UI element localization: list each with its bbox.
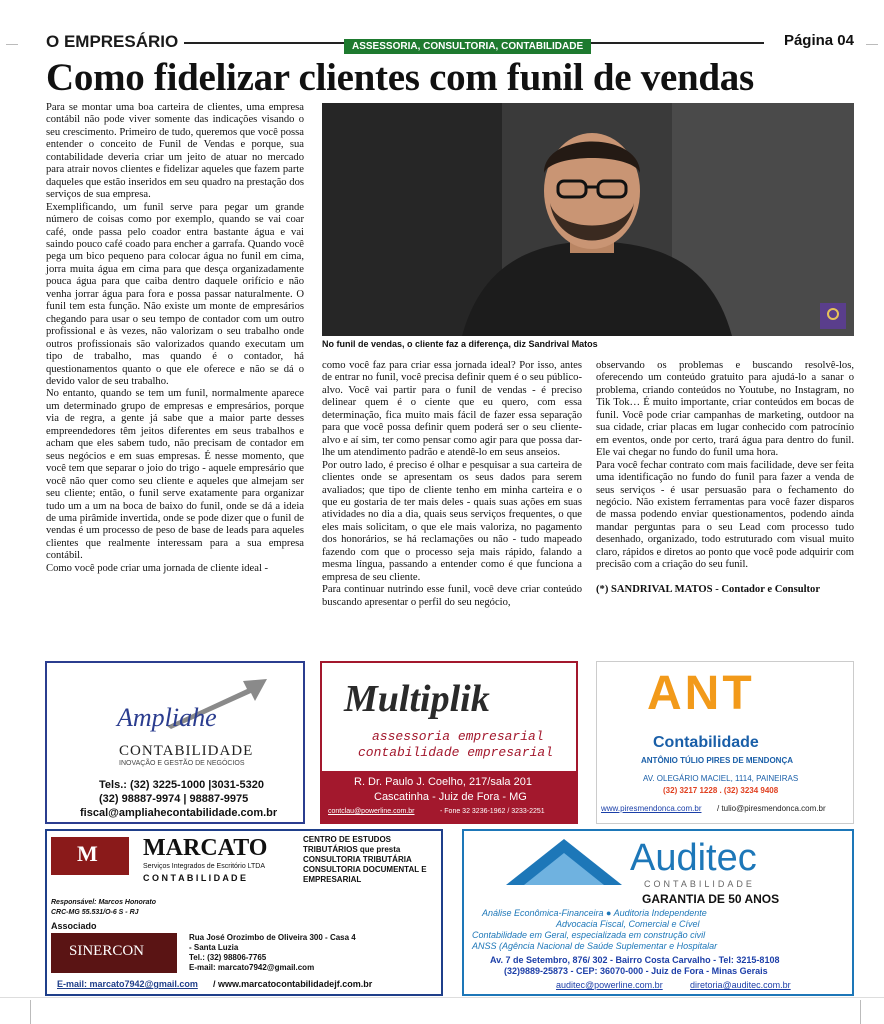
paragraph: Para continuar nutrindo esse funil, você deve criar conteúdo buscando apresentar o perfil do seu negócio, [322, 584, 582, 608]
ad-ant[interactable] [596, 661, 854, 824]
marcato-email[interactable]: E-mail: marcato7942@gmail.com [57, 979, 198, 989]
ampliahe-phone-1: Tels.: (32) 3225-1000 |3031-5320 [99, 779, 264, 791]
marcato-email-line: E-mail: marcato7942@gmail.com [189, 963, 315, 972]
paragraph: Para se montar uma boa carteira de clientes, uma empresa contábil não pode viver somente das indicações visando o seu crescimento. Primeiro de tudo, queremos que você possa entender o conceito de Funil de Vendas e porque, sua contabilidade deveria criar um jeito de atuar no mercado para atrair novos clientes e fidelizar aqueles que fazem parte daqueles que estão inseridos em seu quadro na prestação dos serviços de sua empresa. [46, 102, 304, 201]
crop-mark [6, 44, 18, 45]
paragraph: Por outro lado, é preciso é olhar e pesquisar a sua carteira de clientes onde se apresentam os seus dados para serem avaliados; que tipo de cliente tenho em minha carteira e o que eu gostaria de ter mais deles - quais suas ações em suas atividades no dia a dia, quais seus serviços frequentes, o que eles mais solicitam, o que ele mais valoriza, no pagamento dos honorários, se há reclamações ou não - tudo mapeado fazendo com que o processo seja mais rápido, falando a mesma língua, passando a entender como é que funciona a empresa de seu cliente. [322, 459, 582, 583]
crop-mark [0, 997, 884, 998]
ampliahe-sub: CONTABILIDADE [119, 743, 254, 759]
auditec-services-1: Análise Econômica-Financeira ● Auditoria Independente [482, 908, 707, 918]
author-signature: (*) SANDRIVAL MATOS - Contador e Consultor [596, 583, 821, 595]
ant-address: AV. OLEGÁRIO MACIEL, 1114, PAINEIRAS [643, 774, 799, 783]
section-tag: ASSESSORIA, CONSULTORIA, CONTABILIDADE [344, 39, 591, 54]
ampliahe-logo: Ampliahe [117, 703, 217, 732]
multiplik-address-2: Cascatinha - Juiz de Fora - MG [374, 791, 527, 803]
page-number: Página 04 [783, 32, 854, 49]
ad-marcato[interactable] [45, 829, 443, 996]
article-column-1 [46, 102, 304, 575]
auditec-email-1[interactable]: auditec@powerline.com.br [556, 980, 663, 990]
marcato-address-2: - Santa Luzia [189, 943, 239, 952]
crop-mark [860, 1000, 861, 1024]
multiplik-logo: Multiplik [344, 678, 490, 720]
multiplik-line-2: contabilidade empresarial [358, 745, 554, 760]
paragraph: observando os problemas e buscando resolvê-los, oferecendo um conteúdo gratuito para ajudá-lo a sanar o problema, criando conteúdos no Youtube, no Instagram, no Tik Tok… É muito importante, criar conteúdos em bocas de funil. Você pode criar campanhas de marketing, outdoor na sua cidade, criar placas em lugar conhecido com patrocínio em eventos, onde por certo, trará água para dentro do funil. Ele vai chegar no fundo do funil uma hora. [596, 360, 854, 459]
auditec-services-3: Contabilidade em Geral, especializada em construção civil [472, 930, 706, 940]
marcato-site[interactable]: / www.marcatocontabilidadejf.com.br [213, 979, 373, 989]
auditec-email-2[interactable]: diretoria@auditec.com.br [690, 980, 791, 990]
multiplik-address-1: R. Dr. Paulo J. Coelho, 217/sala 201 [354, 776, 532, 788]
auditec-logo-icon [504, 837, 624, 887]
person-photo-illustration [322, 103, 854, 336]
article-photo [322, 103, 854, 336]
ant-email[interactable]: / tulio@piresmendonca.com.br [717, 804, 826, 813]
marcato-crc: CRC-MG 55.531/O-6 S - RJ [51, 909, 139, 916]
ant-phones: (32) 3217 1228 . (32) 3234 9408 [663, 786, 779, 795]
ant-logo: ANT [647, 667, 755, 720]
paragraph: No entanto, quando se tem um funil, normalmente aparece um determinado grupo de empresas e empresários, porque via de regra, a gente já sabe que a maior parte desses empreendedores têm jeitos diferentes em seus trabalhos e acham que eles sabem tudo, não precisam de contador em seus negócios e em suas empresas. É nesse momento, que você tem que separar o joio do trigo - aquele empresário que você não quer como seu cliente e aqueles que almejam ser seu cliente; então, o funil serve exatamente para organizar tudo um a um na boca de baixo do funil, onde se dá a ideia de uma pirâmide invertida, onde se pode dizer que o funil de vendas é um processo de peso de base de leads para aqueles clientes que realmente interessam para a sua empresa contábil. [46, 388, 304, 562]
paragraph: Para você fechar contrato com mais facilidade, deve ser feita uma identificação no fundo do funil para fazer a venda de seus serviços - é usar persuasão para o fechamento do negócio. Não existem ferramentas para você fazer disparos de massa podendo enviar questionamentos, podendo ainda mandar perguntas para o seu Lead com processo tudo desenhado, organizado, todo estruturado com visual muito claro, rápidos e diretos ao ponto que você pode adquirir com precisão com a criação do seu funil. [596, 459, 854, 571]
auditec-services-4: ANSS (Agência Nacional de Saúde Suplementar e Hospitalar [472, 941, 718, 951]
ad-auditec[interactable] [462, 829, 854, 996]
ant-sub: Contabilidade [653, 734, 759, 751]
ant-site[interactable]: www.piresmendonca.com.br [601, 804, 702, 813]
article-headline: Como fidelizar clientes com funil de vendas [46, 56, 754, 99]
auditec-sub: CONTABILIDADE [644, 879, 755, 889]
paragraph: como você faz para criar essa jornada ideal? Por isso, antes de entrar no funil, você precisa definir quem é o seu público-alvo. Você vai partir para o funil de vendas - é preciso delinear quem é o ciente que eu quero, com essa determinação, fica muito mais fácil de fazer essa separação para que você possa definir quem poderá ser o seu cliente-alvo e aí sim, ter como pensar como agir para que possa dar-lhe um atendimento padrão e atendê-lo em seus anseios. [322, 360, 582, 459]
page-header [46, 30, 854, 54]
auditec-address-2: (32)9889-25873 - CEP: 36070-000 - Juiz de Fora - Minas Gerais [504, 966, 768, 976]
newspaper-brand: O EMPRESÁRIO [46, 32, 179, 51]
photo-caption: No funil de vendas, o cliente faz a diferença, diz Sandrival Matos [322, 339, 598, 349]
marcato-tel: Tel.: (32) 98806-7765 [189, 953, 267, 962]
ampliahe-email[interactable]: fiscal@ampliahecontabilidade.com.br [80, 807, 278, 819]
sinercon-logo: SINERCON [69, 943, 145, 959]
ant-owner: ANTÔNIO TÚLIO PIRES DE MENDONÇA [641, 756, 794, 765]
marcato-address-1: Rua José Orozimbo de Oliveira 300 - Casa 4 [189, 933, 356, 942]
marcato-associate: Associado [51, 921, 97, 931]
auditec-logo: Auditec [630, 837, 757, 879]
auditec-guarantee: GARANTIA DE 50 ANOS [642, 892, 780, 906]
article-column-3 [596, 360, 854, 596]
multiplik-line-1: assessoria empresarial [372, 729, 544, 744]
crop-mark [30, 1000, 31, 1024]
paragraph: Como você pode criar uma jornada de cliente ideal - [46, 562, 269, 574]
ampliahe-phone-2: (32) 98887-9974 | 98887-9975 [99, 793, 249, 805]
marcato-tagline-1: Serviços Integrados de Escritório LTDA [143, 863, 266, 870]
auditec-address: Av. 7 de Setembro, 876/ 302 - Bairro Costa Carvalho - Tel: 3215-8108 [490, 955, 780, 965]
article-column-2 [322, 360, 582, 609]
marcato-tagline-2: C O N T A B I L I D A D E [143, 873, 247, 883]
ampliahe-tagline: INOVAÇÃO E GESTÃO DE NEGÓCIOS [119, 760, 245, 767]
ad-ampliahe[interactable] [45, 661, 305, 824]
marcato-logo: MARCATO [143, 835, 268, 861]
auditec-services-2: Advocacia Fiscal, Comercial e Cível [556, 919, 700, 929]
ad-multiplik[interactable] [320, 661, 578, 824]
multiplik-phones: - Fone 32 3236-1962 / 3233-2251 [440, 808, 545, 815]
marcato-responsible: Responsável: Marcos Honorato [51, 899, 157, 906]
multiplik-email[interactable]: contclau@powerline.com.br [328, 808, 415, 815]
paragraph: Exemplificando, um funil serve para pegar um grande número de coisas como por exemplo, quando se vai coar café, onde passa pelo coador entra bastante água e vai saindo pouco café coado para encher a garrafa. Quando você pega um bico pequeno para colocar água no funil em cima, jorra muita água em cima para que desça organizadamente pouca água para que caiba dentro daquele orifício e não venha jorrar água para fora e possa passar naturalmente. O funil tem esta função. Não existe um monte de empresários chegando para usar o seu tempo de contador com um outro profissional e às vezes, não valorizam o seu trabalho onde outros profissionais são valorizados quando executam um tipo de trabalho, mas quando é o contador, há questionamentos quanto o que ele oferece e não se dá o devido valor de seu trabalho. [46, 201, 304, 387]
crop-mark [866, 44, 878, 45]
marcato-services: CENTRO DE ESTUDOS TRIBUTÁRIOS que presta CONSULTORIA TRIBUTÁRIA CONSULTORIA DOCUMENTAL E EMPRESARIAL [303, 835, 427, 884]
multiplik-footer [322, 771, 576, 822]
marcato-logo-letter: M [77, 841, 98, 866]
